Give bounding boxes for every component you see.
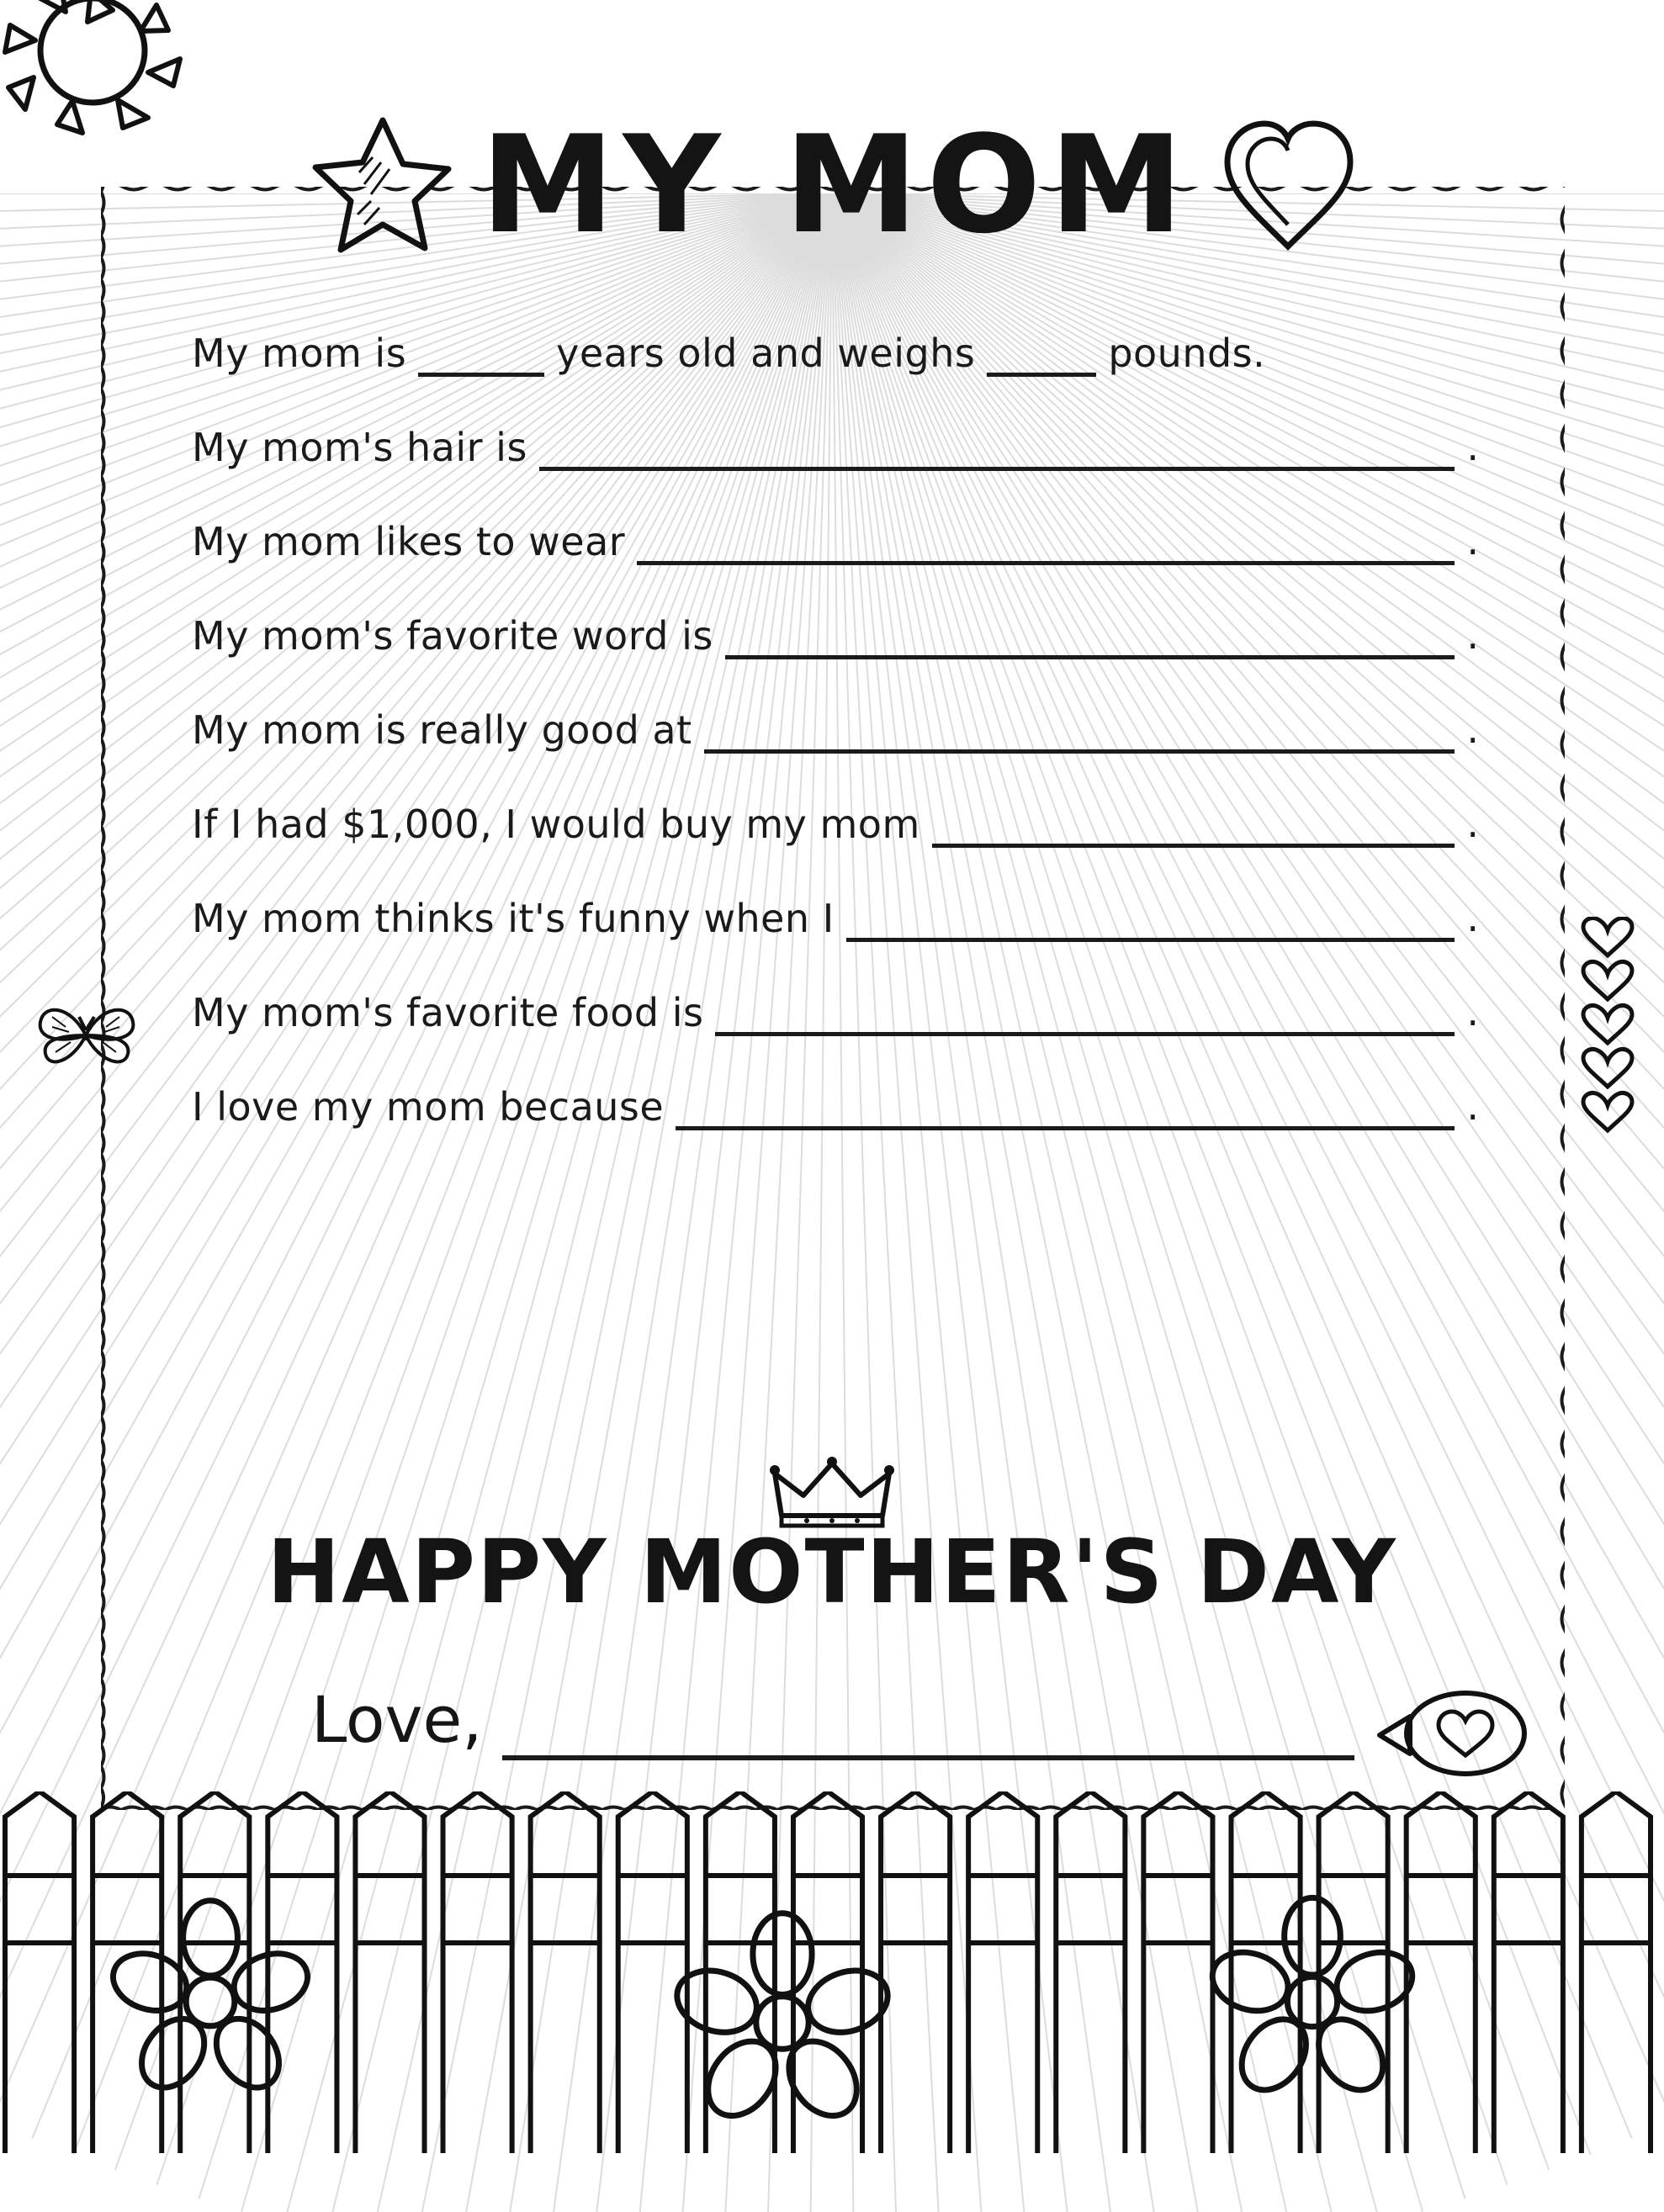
prompt-age-weight bbox=[192, 332, 1479, 377]
prompt-thousand-dollars bbox=[192, 801, 1479, 848]
prompt-text: My mom likes to wear bbox=[192, 519, 626, 564]
signature-row bbox=[311, 1682, 1363, 1760]
prompt-text: . bbox=[1466, 988, 1479, 1035]
prompt-text: pounds. bbox=[1108, 331, 1266, 376]
prompt-text: My mom is really good at bbox=[192, 707, 692, 753]
blank-field-funny-when[interactable] bbox=[846, 906, 1455, 942]
butterfly-icon bbox=[32, 988, 141, 1081]
heart-icon bbox=[1221, 114, 1355, 257]
prompt-favorite-food bbox=[192, 989, 1479, 1036]
hearts-icon bbox=[1571, 917, 1647, 1135]
prompt-list bbox=[192, 332, 1479, 1177]
prompt-text: . bbox=[1466, 423, 1479, 469]
blank-field-age-weight[interactable] bbox=[418, 341, 544, 377]
prompt-funny-when bbox=[192, 895, 1479, 942]
sun-icon bbox=[0, 0, 252, 168]
prompt-text: years old and weighs bbox=[556, 331, 976, 376]
blank-field-hair[interactable] bbox=[539, 435, 1455, 471]
blank-field-favorite-food[interactable] bbox=[715, 1000, 1455, 1036]
page-title: MY MOM bbox=[480, 106, 1192, 263]
blank-field-favorite-word[interactable] bbox=[725, 623, 1455, 659]
prompt-text: My mom's favorite food is bbox=[192, 990, 704, 1035]
signature-blank[interactable] bbox=[502, 1715, 1354, 1760]
prompt-text: If I had $1,000, I would buy my mom bbox=[192, 802, 920, 847]
fence-flowers-icon bbox=[0, 1791, 1664, 2153]
prompt-good-at bbox=[192, 706, 1479, 754]
prompt-love-because bbox=[192, 1083, 1479, 1130]
blank-field-wear[interactable] bbox=[637, 529, 1455, 565]
prompt-text: . bbox=[1466, 611, 1479, 658]
prompt-wear bbox=[192, 518, 1479, 565]
prompt-text: My mom's hair is bbox=[192, 425, 527, 470]
prompt-text: My mom's favorite word is bbox=[192, 613, 713, 659]
prompt-text: My mom is bbox=[192, 331, 407, 376]
blank-field-love-because[interactable] bbox=[676, 1094, 1455, 1130]
blank-field-age-weight[interactable] bbox=[987, 341, 1096, 377]
prompt-text: . bbox=[1466, 706, 1479, 752]
speech-bubble-heart-icon bbox=[1371, 1683, 1531, 1784]
prompt-text: . bbox=[1466, 800, 1479, 846]
prompt-text: My mom thinks it's funny when I bbox=[192, 896, 835, 941]
prompt-text: . bbox=[1466, 1082, 1479, 1129]
blank-field-thousand-dollars[interactable] bbox=[932, 812, 1455, 848]
star-icon bbox=[309, 114, 452, 257]
crown-icon bbox=[765, 1455, 899, 1531]
closing-heading: HAPPY MOTHER'S DAY bbox=[267, 1521, 1397, 1623]
prompt-favorite-word bbox=[192, 612, 1479, 659]
blank-field-good-at[interactable] bbox=[704, 717, 1455, 754]
prompt-text: . bbox=[1466, 517, 1479, 564]
prompt-text: I love my mom because bbox=[192, 1084, 665, 1130]
love-label: Love, bbox=[311, 1682, 483, 1757]
prompt-hair bbox=[192, 424, 1479, 471]
prompt-text: . bbox=[1466, 894, 1479, 940]
